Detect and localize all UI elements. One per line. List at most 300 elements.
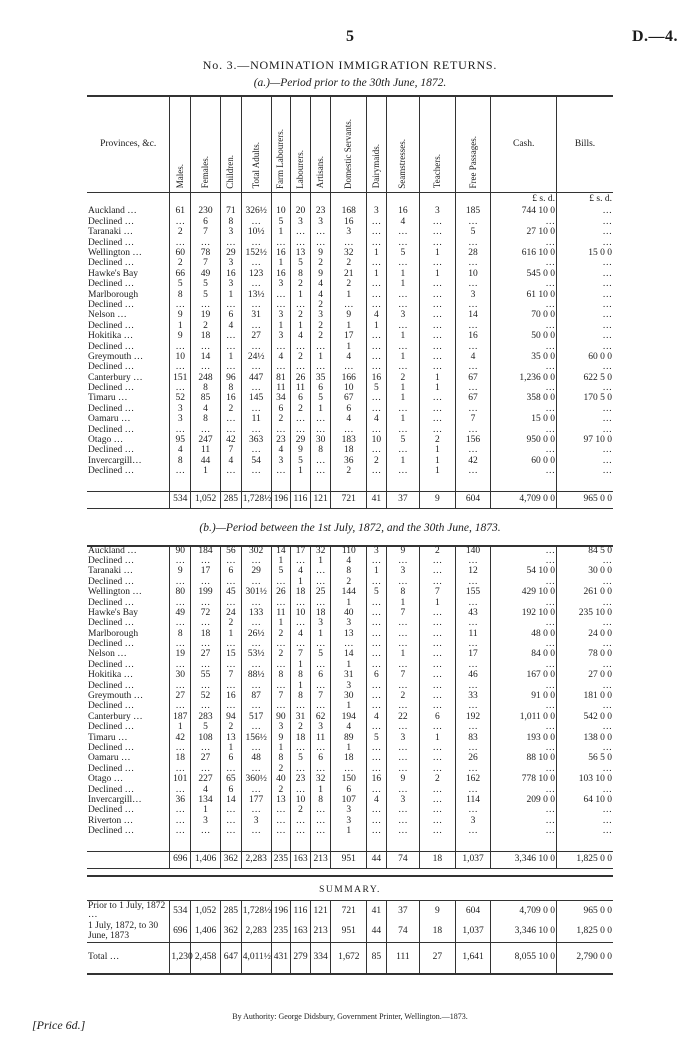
table-cell: 1,037 bbox=[455, 922, 491, 943]
row-label: Oamaru … bbox=[88, 414, 131, 425]
section-b-heading: (b.)—Period between the 1st July, 1872, and the 30th June, 1873. bbox=[199, 522, 501, 534]
table-cell: … bbox=[491, 342, 557, 352]
table-cell: 8 bbox=[170, 290, 191, 300]
table-cell: 11 bbox=[191, 446, 221, 456]
table-cell: … bbox=[420, 795, 456, 805]
empty-cell bbox=[556, 837, 613, 852]
table-cell: 78 bbox=[191, 249, 221, 259]
table-cell: … bbox=[220, 702, 241, 712]
table-cell: … bbox=[220, 363, 241, 373]
table-cell: … bbox=[420, 754, 456, 764]
table-cell: … bbox=[386, 342, 419, 352]
table-cell: 4 bbox=[331, 723, 367, 733]
table-cell: 29 bbox=[291, 436, 311, 446]
table-cell: 3 bbox=[455, 290, 491, 300]
table-cell: … bbox=[455, 259, 491, 269]
table-cell: … bbox=[491, 619, 557, 629]
table-cell: 5 bbox=[367, 384, 387, 394]
table-row bbox=[87, 373, 613, 383]
table-cell: … bbox=[170, 785, 191, 795]
table-cell: … bbox=[420, 290, 456, 300]
table-cell: 43 bbox=[455, 608, 491, 618]
table-cell: 1,236 0 0 bbox=[491, 373, 557, 383]
table-cell: 4 bbox=[367, 311, 387, 321]
summary-total-row bbox=[87, 943, 613, 975]
table-cell: 9 bbox=[170, 567, 191, 577]
table-row bbox=[87, 629, 613, 639]
table-row bbox=[87, 650, 613, 660]
empty-cell bbox=[556, 477, 613, 492]
table-row bbox=[87, 301, 613, 311]
table-cell: 3 bbox=[331, 619, 367, 629]
table-cell: 5 bbox=[271, 217, 291, 227]
table-cell: 46 bbox=[455, 671, 491, 681]
table-cell: … bbox=[420, 723, 456, 733]
table-cell: 5 bbox=[291, 754, 311, 764]
table-cell: 8 bbox=[291, 269, 311, 279]
table-row bbox=[87, 342, 613, 352]
table-cell: 10½ bbox=[241, 228, 271, 238]
table-cell: 302 bbox=[241, 546, 271, 557]
table-cell: 4 bbox=[367, 415, 387, 425]
empty-cell bbox=[331, 837, 367, 852]
row-label: Declined … bbox=[88, 424, 135, 435]
table-cell: 18 bbox=[191, 332, 221, 342]
table-cell: 950 0 0 bbox=[491, 436, 557, 446]
table-cell: … bbox=[420, 332, 456, 342]
table-cell: … bbox=[455, 806, 491, 816]
table-cell: 622 5 0 bbox=[556, 373, 613, 383]
row-label bbox=[87, 492, 170, 509]
table-cell: 1 bbox=[331, 321, 367, 331]
table-cell: 10 bbox=[291, 608, 311, 618]
total-cell: 1,641 bbox=[455, 943, 491, 975]
total-cell: 647 bbox=[220, 943, 241, 975]
total-cell: 196 bbox=[271, 492, 291, 509]
total-cell: 121 bbox=[310, 492, 331, 509]
table-cell: … bbox=[420, 217, 456, 227]
table-cell: … bbox=[491, 640, 557, 650]
table-cell: 14 bbox=[271, 546, 291, 557]
table-cell: … bbox=[491, 806, 557, 816]
row-label: Canterbury … bbox=[88, 372, 143, 383]
table-cell: … bbox=[556, 744, 613, 754]
table-cell: … bbox=[556, 280, 613, 290]
table-cell: 3 bbox=[220, 280, 241, 290]
table-cell: 177 bbox=[241, 795, 271, 805]
table-cell: … bbox=[241, 577, 271, 587]
table-cell: 4 bbox=[310, 280, 331, 290]
table-row bbox=[87, 238, 613, 248]
table-cell: 18 bbox=[191, 629, 221, 639]
table-cell: … bbox=[455, 723, 491, 733]
table-cell: … bbox=[310, 827, 331, 837]
table-cell: 429 10 0 bbox=[491, 588, 557, 598]
table-cell: … bbox=[455, 425, 491, 435]
table-cell: 50 0 0 bbox=[491, 332, 557, 342]
table-cell: … bbox=[491, 280, 557, 290]
table-cell: 2 bbox=[291, 280, 311, 290]
table-cell: 2 bbox=[170, 259, 191, 269]
table-cell: 54 10 0 bbox=[491, 567, 557, 577]
table-cell: 8 bbox=[271, 754, 291, 764]
table-cell: 55 bbox=[191, 671, 221, 681]
table-cell: 5 bbox=[191, 723, 221, 733]
table-cell: 616 10 0 bbox=[491, 249, 557, 259]
table-cell: … bbox=[420, 394, 456, 404]
table-cell: … bbox=[420, 280, 456, 290]
table-cell: 3 bbox=[271, 280, 291, 290]
table-cell: 4 bbox=[191, 404, 221, 414]
table-cell: … bbox=[310, 598, 331, 608]
table-cell: … bbox=[386, 816, 419, 826]
table-cell: 6 bbox=[291, 394, 311, 404]
table-cell: … bbox=[455, 681, 491, 691]
table-cell: … bbox=[455, 619, 491, 629]
row-label: Declined … bbox=[88, 618, 135, 629]
table-cell: … bbox=[420, 238, 456, 248]
table-cell: … bbox=[291, 816, 311, 826]
table-cell: 2 bbox=[220, 723, 241, 733]
table-cell: 34 bbox=[271, 394, 291, 404]
table-cell: … bbox=[556, 598, 613, 608]
empty-cell bbox=[291, 477, 311, 492]
table-cell: 144 bbox=[331, 588, 367, 598]
table-cell: … bbox=[271, 290, 291, 300]
summary-row bbox=[87, 922, 613, 943]
table-cell: 52 bbox=[191, 692, 221, 702]
table-cell: 4 bbox=[386, 217, 419, 227]
table-cell: 199 bbox=[191, 588, 221, 598]
table-cell: 542 0 0 bbox=[556, 712, 613, 722]
table-cell: 26 bbox=[271, 588, 291, 598]
table-cell: … bbox=[556, 557, 613, 567]
table-cell: … bbox=[241, 660, 271, 670]
table-cell: … bbox=[367, 425, 387, 435]
empty-cell bbox=[87, 477, 170, 492]
currency-units: £ s. d. bbox=[491, 193, 557, 208]
table-cell: … bbox=[386, 259, 419, 269]
table-cell: … bbox=[556, 446, 613, 456]
table-cell: … bbox=[367, 744, 387, 754]
table-cell: … bbox=[220, 301, 241, 311]
table-cell: 6 bbox=[220, 754, 241, 764]
table-cell: 156½ bbox=[241, 733, 271, 743]
table-cell: … bbox=[170, 425, 191, 435]
table-row bbox=[87, 795, 613, 805]
table-cell: 3 bbox=[271, 311, 291, 321]
table-cell: 2 bbox=[310, 301, 331, 311]
empty-cell bbox=[170, 477, 191, 492]
table-cell: 604 bbox=[455, 901, 491, 922]
total-cell: 1,406 bbox=[191, 852, 221, 869]
table-cell: 41 bbox=[367, 901, 387, 922]
table-cell: … bbox=[386, 764, 419, 774]
table-cell: 1 bbox=[310, 404, 331, 414]
table-cell: 16 bbox=[367, 775, 387, 785]
table-cell: … bbox=[386, 577, 419, 587]
table-cell: 32 bbox=[310, 775, 331, 785]
table-cell: 3 bbox=[455, 816, 491, 826]
table-cell: … bbox=[420, 744, 456, 754]
table-cell: 1 bbox=[191, 467, 221, 477]
table-cell: 28 bbox=[455, 249, 491, 259]
table-cell: … bbox=[241, 217, 271, 227]
table-cell: … bbox=[556, 681, 613, 691]
table-cell: … bbox=[220, 640, 241, 650]
table-cell: … bbox=[556, 816, 613, 826]
table-cell: 96 bbox=[220, 373, 241, 383]
row-label: Hokitika … bbox=[88, 670, 134, 681]
table-cell: 84 0 0 bbox=[491, 650, 557, 660]
table-cell: … bbox=[386, 404, 419, 414]
empty-cell bbox=[491, 837, 557, 852]
table-cell: 17 bbox=[331, 332, 367, 342]
total-cell: 213 bbox=[310, 852, 331, 869]
table-cell: … bbox=[291, 557, 311, 567]
table-cell: … bbox=[386, 681, 419, 691]
table-cell: … bbox=[491, 321, 557, 331]
table-cell: … bbox=[367, 754, 387, 764]
table-cell: 22 bbox=[386, 712, 419, 722]
table-cell: … bbox=[367, 404, 387, 414]
table-cell: … bbox=[386, 806, 419, 816]
table-cell: … bbox=[220, 764, 241, 774]
table-cell: 2 bbox=[386, 692, 419, 702]
table-cell: … bbox=[455, 342, 491, 352]
table-cell: 1 bbox=[367, 269, 387, 279]
empty-cell bbox=[310, 477, 331, 492]
row-label: Oamaru … bbox=[88, 753, 131, 764]
table-cell: … bbox=[491, 404, 557, 414]
empty-cell bbox=[455, 477, 491, 492]
table-cell: 8 bbox=[191, 384, 221, 394]
table-cell: 1 bbox=[291, 660, 311, 670]
table-cell: … bbox=[367, 280, 387, 290]
table-cell: 170 5 0 bbox=[556, 394, 613, 404]
table-cell: … bbox=[367, 723, 387, 733]
row-label: Marlborough bbox=[88, 628, 139, 639]
table-cell: … bbox=[170, 744, 191, 754]
table-cell: 134 bbox=[191, 795, 221, 805]
table-cell: … bbox=[220, 816, 241, 826]
table-cell: 283 bbox=[191, 712, 221, 722]
total-cell: 85 bbox=[367, 943, 387, 975]
table-cell: 213 bbox=[310, 922, 331, 943]
table-cell: … bbox=[420, 228, 456, 238]
row-label: Declined … bbox=[88, 742, 135, 753]
table-cell: 5 bbox=[367, 733, 387, 743]
table-cell: … bbox=[491, 301, 557, 311]
table-cell: 447 bbox=[241, 373, 271, 383]
row-label: Declined … bbox=[88, 722, 135, 733]
table-cell: … bbox=[367, 608, 387, 618]
table-cell: … bbox=[241, 238, 271, 248]
table-cell: … bbox=[556, 785, 613, 795]
table-row bbox=[87, 744, 613, 754]
table-cell: … bbox=[367, 681, 387, 691]
table-cell: … bbox=[420, 363, 456, 373]
table-row bbox=[87, 816, 613, 826]
empty-cell bbox=[420, 477, 456, 492]
empty-cell bbox=[386, 477, 419, 492]
table-cell: 1 bbox=[386, 280, 419, 290]
table-cell: 185 bbox=[455, 207, 491, 217]
table-cell: … bbox=[455, 384, 491, 394]
table-cell: … bbox=[420, 311, 456, 321]
table-cell: 4 bbox=[271, 446, 291, 456]
table-cell: … bbox=[420, 301, 456, 311]
table-cell: 1 bbox=[291, 290, 311, 300]
table-cell: … bbox=[420, 671, 456, 681]
table-cell: … bbox=[491, 598, 557, 608]
table-cell: … bbox=[420, 608, 456, 618]
table-cell: 27 0 0 bbox=[556, 671, 613, 681]
table-cell: … bbox=[491, 238, 557, 248]
total-cell: 1,052 bbox=[191, 492, 221, 509]
table-cell: 2 bbox=[220, 404, 241, 414]
row-label: 1 July, 1872, to 30 June, 1873 bbox=[88, 921, 159, 941]
empty-cell bbox=[191, 193, 221, 208]
total-cell: 41 bbox=[367, 492, 387, 509]
table-cell: … bbox=[491, 660, 557, 670]
table-cell: 16 bbox=[220, 394, 241, 404]
table-cell: 5 bbox=[386, 436, 419, 446]
row-label: Nelson … bbox=[88, 649, 127, 660]
table-cell: … bbox=[491, 363, 557, 373]
header-provinces: Provinces, &c. bbox=[87, 96, 170, 193]
table-cell: 965 0 0 bbox=[556, 901, 613, 922]
empty-cell bbox=[87, 193, 170, 208]
table-cell: 114 bbox=[455, 795, 491, 805]
row-label: Greymouth … bbox=[88, 351, 144, 362]
table-cell: … bbox=[556, 321, 613, 331]
table-cell: 74 bbox=[386, 922, 419, 943]
table-cell: 1 bbox=[310, 785, 331, 795]
table-cell: … bbox=[491, 446, 557, 456]
row-label: Taranaki … bbox=[88, 227, 133, 238]
table-cell: 60 0 0 bbox=[491, 456, 557, 466]
table-cell: … bbox=[367, 332, 387, 342]
table-summary bbox=[87, 900, 613, 975]
table-cell: … bbox=[367, 785, 387, 795]
table-cell: … bbox=[367, 619, 387, 629]
table-cell: … bbox=[367, 577, 387, 587]
table-cell: 81 bbox=[271, 373, 291, 383]
table-cell: … bbox=[271, 681, 291, 691]
table-cell: 10 bbox=[455, 269, 491, 279]
table-cell: 24 bbox=[220, 608, 241, 618]
row-label: Marlborough bbox=[88, 289, 139, 300]
table-cell: 1 bbox=[386, 352, 419, 362]
table-cell: … bbox=[556, 207, 613, 217]
table-cell: 60 0 0 bbox=[556, 352, 613, 362]
table-row bbox=[87, 764, 613, 774]
table-cell: … bbox=[386, 785, 419, 795]
table-cell: 90 bbox=[170, 546, 191, 557]
table-row bbox=[87, 456, 613, 466]
table-cell: 4 bbox=[331, 352, 367, 362]
table-cell: 90 bbox=[271, 712, 291, 722]
table-cell: … bbox=[310, 660, 331, 670]
empty-cell bbox=[241, 477, 271, 492]
table-cell: 6 bbox=[420, 712, 456, 722]
table-cell: … bbox=[556, 456, 613, 466]
table-cell: 1 bbox=[331, 290, 367, 300]
table-cell: 16 bbox=[386, 207, 419, 217]
table-row bbox=[87, 404, 613, 414]
table-cell: 42 bbox=[455, 456, 491, 466]
table-cell: … bbox=[491, 702, 557, 712]
table-cell: 156 bbox=[455, 436, 491, 446]
table-row bbox=[87, 352, 613, 362]
header-farm-labourers: Farm Labourers. bbox=[271, 96, 291, 193]
table-cell: … bbox=[241, 827, 271, 837]
table-cell: … bbox=[386, 754, 419, 764]
header-seamstresses: Seamstresses. bbox=[386, 96, 419, 193]
header-females: Females. bbox=[191, 96, 221, 193]
row-label: Declined … bbox=[88, 299, 135, 310]
table-cell: 5 bbox=[310, 650, 331, 660]
empty-cell bbox=[291, 837, 311, 852]
table-cell: … bbox=[241, 598, 271, 608]
table-cell: 4 bbox=[310, 290, 331, 300]
table-cell: … bbox=[170, 217, 191, 227]
table-cell: 116 bbox=[291, 901, 311, 922]
table-row bbox=[87, 619, 613, 629]
table-cell: … bbox=[455, 764, 491, 774]
table-row bbox=[87, 660, 613, 670]
table-cell: … bbox=[491, 681, 557, 691]
table-cell: … bbox=[367, 827, 387, 837]
table-cell: 16 bbox=[220, 269, 241, 279]
table-row bbox=[87, 640, 613, 650]
table-cell: 15 0 0 bbox=[556, 249, 613, 259]
table-row bbox=[87, 228, 613, 238]
table-cell: … bbox=[455, 744, 491, 754]
table-cell: … bbox=[310, 342, 331, 352]
table-cell: 42 bbox=[220, 436, 241, 446]
total-cell: 362 bbox=[220, 852, 241, 869]
table-cell: … bbox=[556, 301, 613, 311]
table-cell: … bbox=[191, 744, 221, 754]
table-cell: … bbox=[556, 723, 613, 733]
table-cell: 1 bbox=[291, 577, 311, 587]
table-cell: … bbox=[420, 352, 456, 362]
total-cell: 721 bbox=[331, 492, 367, 509]
table-cell: … bbox=[170, 806, 191, 816]
table-cell: 138 0 0 bbox=[556, 733, 613, 743]
table-cell: 107 bbox=[331, 795, 367, 805]
table-cell: 166 bbox=[331, 373, 367, 383]
table-cell: … bbox=[455, 217, 491, 227]
table-cell: … bbox=[241, 384, 271, 394]
table-cell: … bbox=[310, 363, 331, 373]
table-cell: 1 bbox=[420, 384, 456, 394]
table-cell: … bbox=[491, 723, 557, 733]
table-cell: 27 bbox=[191, 754, 221, 764]
table-cell: 1 bbox=[291, 467, 311, 477]
table-cell: … bbox=[191, 619, 221, 629]
table-cell: 2 bbox=[291, 311, 311, 321]
table-cell: 4 bbox=[220, 321, 241, 331]
total-cell: 534 bbox=[170, 492, 191, 509]
total-cell: 1,728½ bbox=[241, 492, 271, 509]
table-cell: 27 10 0 bbox=[491, 228, 557, 238]
row-label: Otago … bbox=[88, 774, 124, 785]
table-cell: 7 bbox=[191, 228, 221, 238]
table-row bbox=[87, 671, 613, 681]
